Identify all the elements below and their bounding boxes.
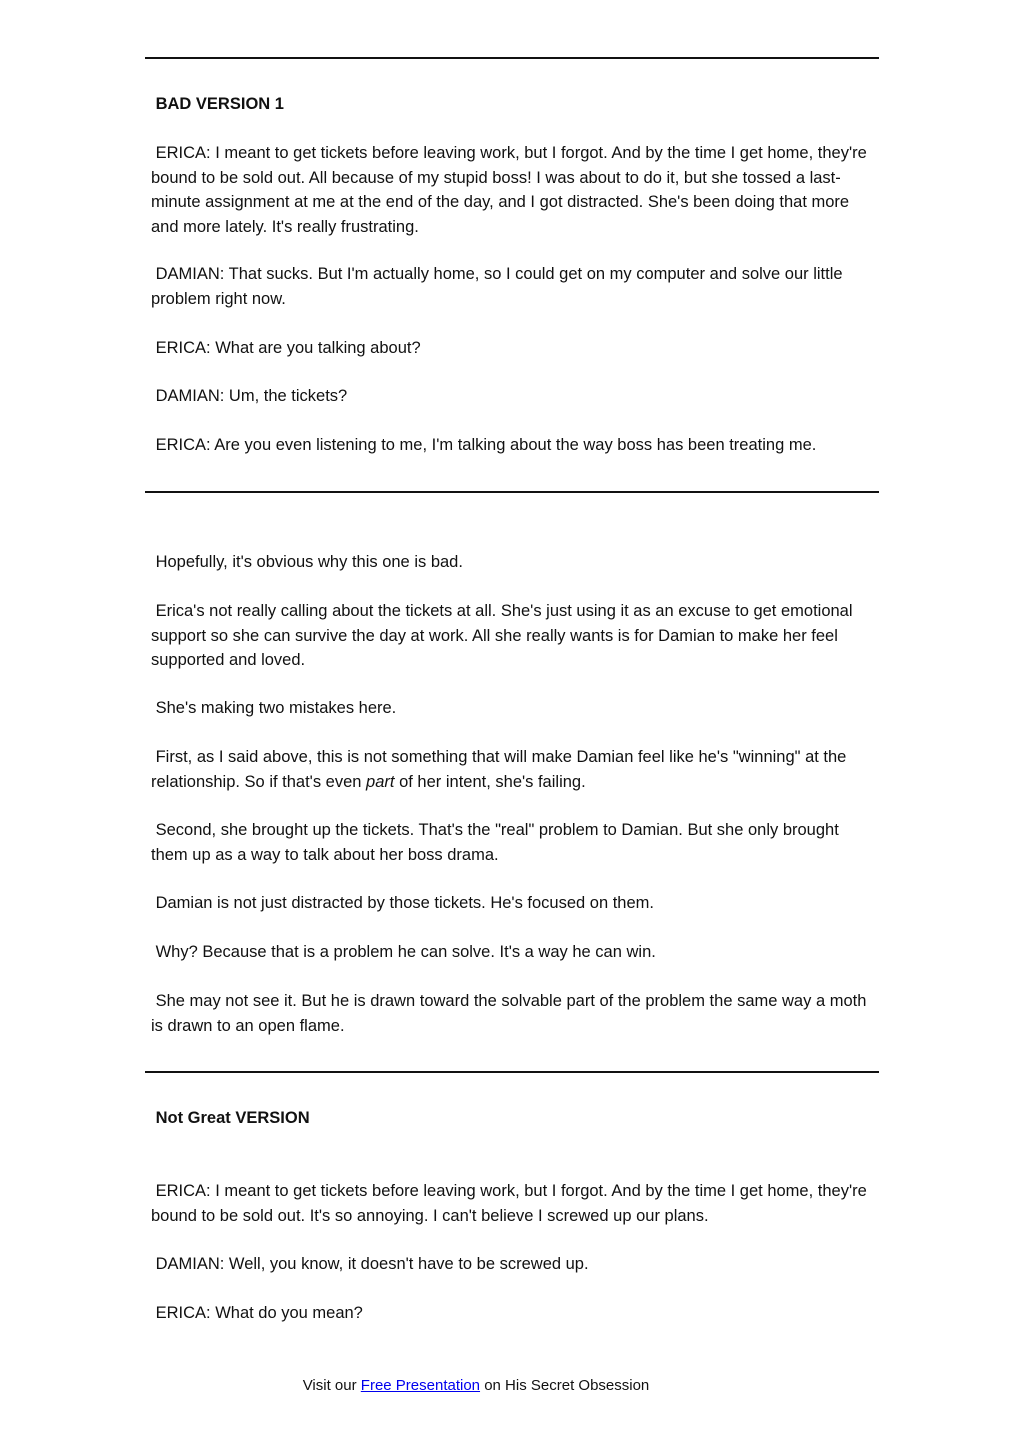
commentary-paragraph: Erica's not really calling about the tickets at all. She's just using it as an excuse to get emotional support so she can survive the day at work. All she really wants is for Damian to make her feel supported and loved. (151, 602, 853, 669)
divider-middle (145, 491, 879, 493)
commentary-paragraph: She's making two mistakes here. (155, 699, 397, 717)
divider-lower (145, 1071, 879, 1073)
section-heading-bad-version-1: BAD VERSION 1 (155, 95, 284, 113)
commentary-paragraph: Damian is not just distracted by those tickets. He's focused on them. (155, 894, 654, 912)
footer-text-before: Visit our (302, 1377, 357, 1394)
page-footer (0, 1377, 952, 1395)
commentary-paragraph: Why? Because that is a problem he can solve. It's a way he can win. (155, 943, 656, 961)
dialogue-line: DAMIAN: Well, you know, it doesn't have to be screwed up. (155, 1255, 589, 1273)
dialogue-line: ERICA: Are you even listening to me, I'm talking about the way boss has been treating me. (155, 436, 817, 454)
free-presentation-link[interactable]: Free Presentation (360, 1377, 481, 1394)
dialogue-line: DAMIAN: That sucks. But I'm actually home, so I could get on my computer and solve our little problem right now. (151, 265, 843, 308)
dialogue-line: ERICA: I meant to get tickets before leaving work, but I forgot. And by the time I get home, they're bound to be sold out. All because of my stupid boss! I was about to do it, but she tossed a last-minute assignment at me at the end of the day, and I got distracted. She's been doing that more and more lately. It's really frustrating. (151, 144, 867, 236)
section-heading-not-great-version: Not Great VERSION (155, 1109, 310, 1127)
commentary-paragraph: She may not see it. But he is drawn toward the solvable part of the problem the same way a moth is drawn to an open flame. (151, 992, 867, 1035)
commentary-paragraph: Hopefully, it's obvious why this one is bad. (155, 553, 463, 571)
dialogue-line: ERICA: I meant to get tickets before leaving work, but I forgot. And by the time I get home, they're bound to be sold out. It's so annoying. I can't believe I screwed up our plans. (151, 1182, 867, 1225)
divider-top (145, 57, 879, 59)
commentary-paragraph: First, as I said above, this is not something that will make Damian feel like he's "winning" at the relationship. So if that's even part of her intent, she's failing. (151, 748, 847, 791)
emphasis-part: part (366, 772, 395, 791)
dialogue-line: ERICA: What do you mean? (155, 1304, 363, 1322)
footer-text-after: on His Secret Obsession (484, 1377, 650, 1394)
commentary-paragraph: Second, she brought up the tickets. That's the "real" problem to Damian. But she only brought them up as a way to talk about her boss drama. (151, 821, 839, 864)
dialogue-line: ERICA: What are you talking about? (155, 339, 421, 357)
dialogue-line: DAMIAN: Um, the tickets? (155, 387, 348, 405)
